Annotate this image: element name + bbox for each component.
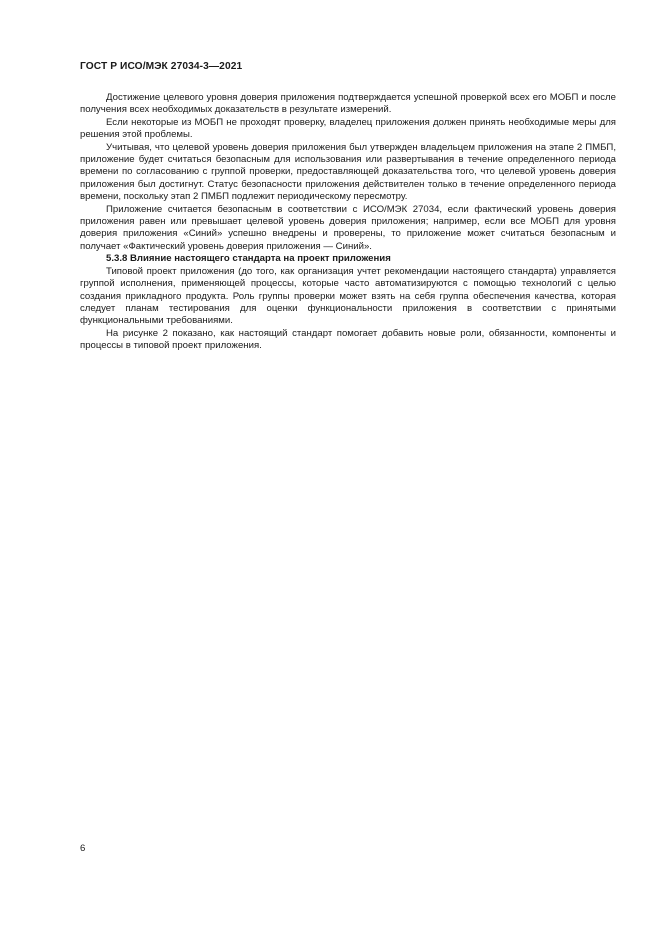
section-heading: 5.3.8 Влияние настоящего стандарта на проект приложения [106,253,391,265]
paragraph-3: Учитывая, что целевой уровень доверия приложения был утвержден владельцем приложения на этапе 2 ПМБП, приложение будет считаться безопасным для использования или развертывания в течение определенного периода времени по согласованию с группой проверки, предоставляющей доказательства того, что целевой уровень доверия приложения был достигнут. Статус безопасности приложения действителен только в течение определенного периода времени, поскольку этап 2 ПМБП подлежит периодическому пересмотру. [80,141,616,203]
page-number: 6 [80,843,86,854]
document-body [80,92,616,353]
paragraph-1: Достижение целевого уровня доверия приложения подтверждается успешной проверкой всех его МОБП и после получения всех необходимых доказательств в результате измерений. [80,92,616,116]
paragraph-5: Типовой проект приложения (до того, как организация учтет рекомендации настоящего стандарта) управляется группой исполнения, применяющей процессы, которые часто автоматизируются с помощью технологий с целью создания прикладного продукта. Роль группы проверки может взять на себя группа обеспечения качества, которая следует планам тестирования для оценки функциональности приложения в соответствии с принятыми функциональными требованиями. [80,265,616,327]
paragraph-4: Приложение считается безопасным в соответствии с ИСО/МЭК 27034, если фактический уровень доверия приложения равен или превышает целевой уровень доверия приложения; например, если все МОБП для уровня доверия приложения «Синий» успешно внедрены и проверены, то приложение может считаться безопасным и получает «Фактический уровень доверия приложения — Синий». [80,203,616,252]
document-header: ГОСТ Р ИСО/МЭК 27034-3—2021 [80,61,243,72]
paragraph-2: Если некоторые из МОБП не проходят проверку, владелец приложения должен принять необходимые меры для решения этой проблемы. [80,116,616,141]
paragraph-6: На рисунке 2 показано, как настоящий стандарт помогает добавить новые роли, обязанности, компоненты и процессы в типовой проект приложения. [80,327,616,352]
